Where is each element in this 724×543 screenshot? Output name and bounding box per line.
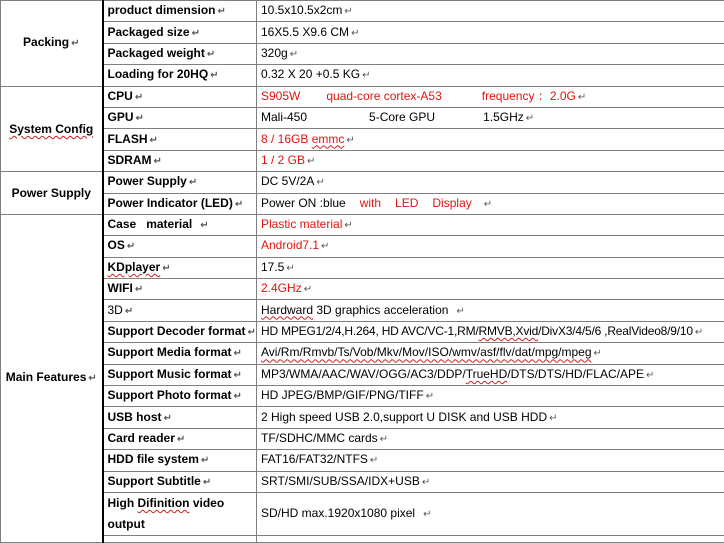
label-power-supply: Power Supply ↵ (103, 172, 257, 193)
label-photo-format: Support Photo format ↵ (103, 386, 257, 407)
table-row (1, 214, 724, 235)
label-card-reader: Card reader ↵ (103, 428, 257, 449)
table-row (1, 492, 724, 535)
table-row (1, 43, 724, 64)
label-usb-host: USB host ↵ (103, 407, 257, 428)
value-support-subtitle: SRT/SMI/SUB/SSA/IDX+USB ↵ (257, 471, 724, 492)
value-packaged-weight: 320g ↵ (257, 43, 724, 64)
category-system-config: System Config (1, 86, 103, 172)
label-flash: FLASH ↵ (103, 129, 257, 150)
table-row (1, 172, 724, 193)
label-hd-video-output: High Difinition video output (103, 492, 257, 535)
label-empty (103, 535, 257, 542)
category-power-supply: Power Supply (1, 172, 103, 215)
table-row (1, 150, 724, 171)
table-row (1, 321, 724, 342)
label-media-format: Support Media format ↵ (103, 343, 257, 364)
category-packing: Packing ↵ (1, 1, 103, 87)
table-row (1, 343, 724, 364)
label-product-dimension: product dimension ↵ (103, 1, 257, 22)
table-row (1, 193, 724, 214)
value-media-format: Avi/Rm/Rmvb/Ts/Vob/Mkv/Mov/ISO/wmv/asf/flv/dat/mpg/mpeg ↵ (257, 343, 724, 364)
table-row (1, 1, 724, 22)
label-hdd-file-system: HDD file system ↵ (103, 450, 257, 471)
value-card-reader: TF/SDHC/MMC cards ↵ (257, 428, 724, 449)
value-wifi: 2.4GHz ↵ (257, 279, 724, 300)
value-cpu: S905W quad-core cortex-A53 frequency ：2.0G ↵ (257, 86, 724, 107)
table-row (1, 386, 724, 407)
label-decoder-format: Support Decoder format ↵ (103, 321, 257, 342)
value-os: Android7.1 ↵ (257, 236, 724, 257)
value-decoder-format: HD MPEG1/2/4,H.264, HD AVC/VC-1,RM/RMVB,Xvid/DivX3/4/5/6 ,RealVideo8/9/10 ↵ (257, 321, 724, 342)
label-3d: 3D ↵ (103, 300, 257, 321)
value-gpu: Mali-450 5-Core GPU 1.5GHz ↵ (257, 107, 724, 128)
table-row (1, 257, 724, 278)
value-kdplayer: 17.5 ↵ (257, 257, 724, 278)
label-os: OS ↵ (103, 236, 257, 257)
label-packaged-size: Packaged size ↵ (103, 22, 257, 43)
label-case-material: Case material ↵ (103, 214, 257, 235)
value-music-format: MP3/WMA/AAC/WAV/OGG/AC3/DDP/TrueHD/DTS/DTS/HD/FLAC/APE ↵ (257, 364, 724, 385)
table-row (1, 300, 724, 321)
table-row (1, 279, 724, 300)
table-row (1, 107, 724, 128)
label-gpu: GPU ↵ (103, 107, 257, 128)
label-support-subtitle: Support Subtitle ↵ (103, 471, 257, 492)
value-hdd-file-system: FAT16/FAT32/NTFS ↵ (257, 450, 724, 471)
value-flash: 8 / 16GB emmc ↵ (257, 129, 724, 150)
value-empty (257, 535, 724, 542)
value-photo-format: HD JPEG/BMP/GIF/PNG/TIFF ↵ (257, 386, 724, 407)
table-row (1, 428, 724, 449)
table-row (1, 86, 724, 107)
label-wifi: WIFI ↵ (103, 279, 257, 300)
value-packaged-size: 16X5.5 X9.6 CM ↵ (257, 22, 724, 43)
value-product-dimension: 10.5x10.5x2cm ↵ (257, 1, 724, 22)
table-row (1, 535, 724, 542)
label-music-format: Support Music format ↵ (103, 364, 257, 385)
table-row (1, 450, 724, 471)
value-3d: Hardward 3D graphics acceleration ↵ (257, 300, 724, 321)
table-row (1, 129, 724, 150)
label-sdram: SDRAM ↵ (103, 150, 257, 171)
value-case-material: Plastic material ↵ (257, 214, 724, 235)
label-cpu: CPU ↵ (103, 86, 257, 107)
table-row (1, 65, 724, 86)
category-main-features: Main Features ↵ (1, 214, 103, 542)
table-row (1, 236, 724, 257)
table-row (1, 364, 724, 385)
table-row (1, 22, 724, 43)
value-usb-host: 2 High speed USB 2.0,support U DISK and USB HDD ↵ (257, 407, 724, 428)
label-power-indicator: Power Indicator (LED) ↵ (103, 193, 257, 214)
value-sdram: 1 / 2 GB ↵ (257, 150, 724, 171)
table-row (1, 471, 724, 492)
label-loading-20hq: Loading for 20HQ ↵ (103, 65, 257, 86)
value-power-indicator: Power ON :blue with LED Display ↵ (257, 193, 724, 214)
label-packaged-weight: Packaged weight ↵ (103, 43, 257, 64)
value-loading-20hq: 0.32 X 20 +0.5 KG ↵ (257, 65, 724, 86)
value-power-supply: DC 5V/2A ↵ (257, 172, 724, 193)
value-hd-video-output: SD/HD max.1920x1080 pixel ↵ (257, 492, 724, 535)
table-row (1, 407, 724, 428)
label-kdplayer: KDplayer ↵ (103, 257, 257, 278)
